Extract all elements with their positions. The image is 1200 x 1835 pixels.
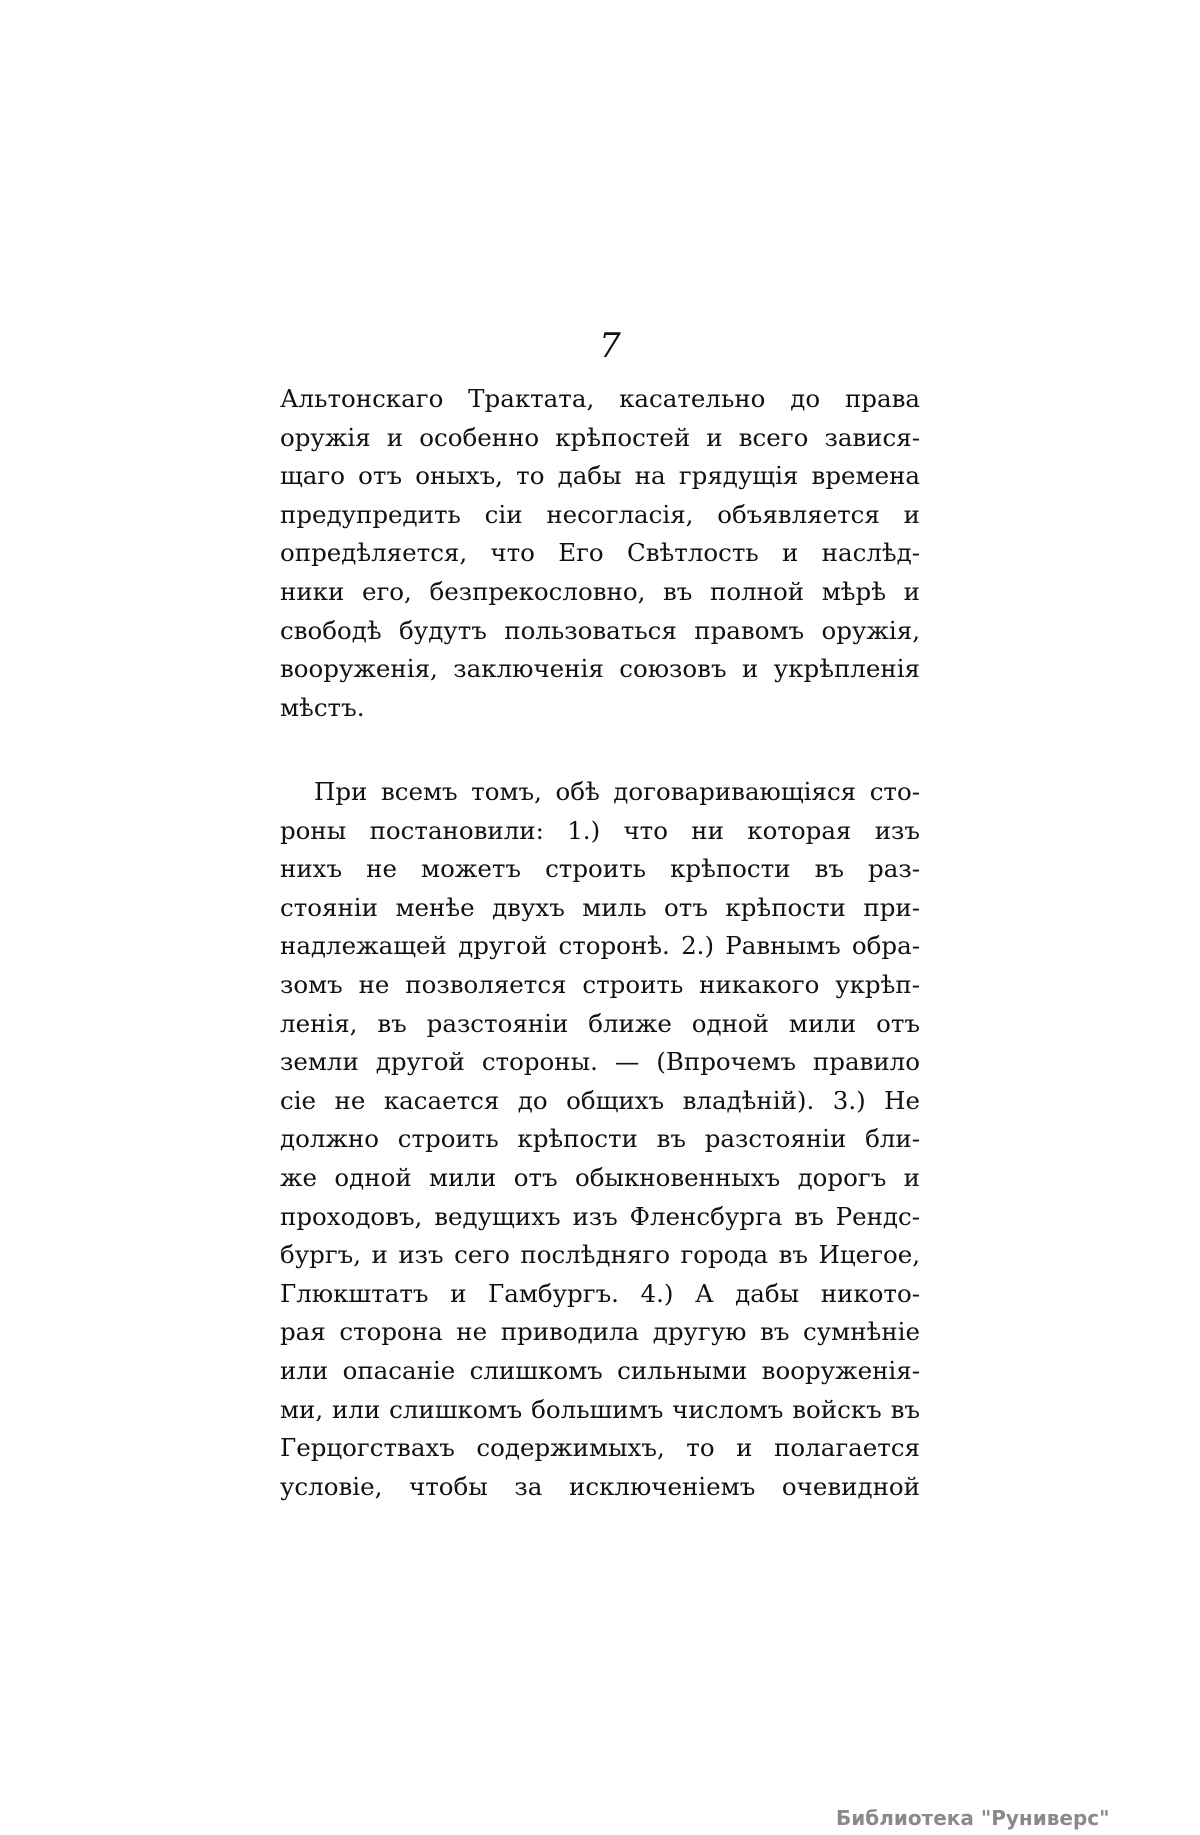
text-line: земли другой стороны. — (Впрочемъ правило: [280, 1047, 920, 1077]
text-line: Глюкштатъ и Гамбургъ. 4.) А дабы никото-: [280, 1278, 920, 1308]
text-line: опредѣляется, что Его Свѣтлость и наслѣд-: [280, 538, 920, 568]
paragraph-2: [280, 773, 920, 1506]
paragraph-1: [280, 380, 920, 727]
text-line: нихъ не можетъ строить крѣпости въ раз-: [280, 854, 920, 884]
text-line: Герцогствахъ содержимыхъ, то и полагается: [280, 1433, 920, 1463]
text-line: роны постановили: 1.) что ни которая изъ: [280, 815, 920, 845]
text-line: или опасаніе слишкомъ сильными вооруженія-: [280, 1355, 920, 1385]
text-line: надлежащей другой сторонѣ. 2.) Равнымъ обра-: [280, 931, 920, 961]
text-line: бургъ, и изъ сего послѣдняго города въ Ицегое,: [280, 1240, 920, 1270]
text-line: ники его, безпрекословно, въ полной мѣрѣ и: [280, 576, 920, 606]
text-line: должно строить крѣпости въ разстояніи бли-: [280, 1124, 920, 1154]
text-line: зомъ не позволяется строить никакого укрѣп-: [280, 969, 920, 999]
text-line: мѣстъ.: [280, 692, 365, 722]
text-line: предупредить сіи несогласія, объявляется и: [280, 499, 920, 529]
text-line: же одной мили отъ обыкновенныхъ дорогъ и: [280, 1162, 920, 1192]
text-line: свободѣ будутъ пользоваться правомъ оружія,: [280, 615, 920, 645]
text-line: ленія, въ разстояніи ближе одной мили отъ: [280, 1008, 920, 1038]
text-line: условіе, чтобы за исключеніемъ очевидной: [280, 1471, 920, 1501]
text-line: оружія и особенно крѣпостей и всего завися-: [280, 422, 920, 452]
page-number: 7: [599, 326, 621, 366]
text-line: сіе не касается до общихъ владѣній). 3.) Не: [280, 1085, 920, 1115]
text-line: проходовъ, ведущихъ изъ Фленсбурга въ Рендс-: [280, 1201, 920, 1231]
text-line: ми, или слишкомъ большимъ числомъ войскъ въ: [280, 1394, 920, 1424]
text-line: вооруженія, заключенія союзовъ и укрѣпленія: [280, 654, 920, 684]
text-line: Альтонскаго Трактата, касательно до права: [280, 384, 920, 413]
library-watermark: Библиотека "Руниверс": [836, 1806, 1110, 1830]
text-line: рая сторона не приводила другую въ сумнѣніе: [280, 1317, 920, 1347]
text-line: При всемъ томъ, обѣ договаривающіяся сто-: [314, 777, 920, 806]
text-line: стояніи менѣе двухъ миль отъ крѣпости при-: [280, 892, 920, 922]
text-line: щаго отъ оныхъ, то дабы на грядущія времена: [280, 461, 920, 491]
